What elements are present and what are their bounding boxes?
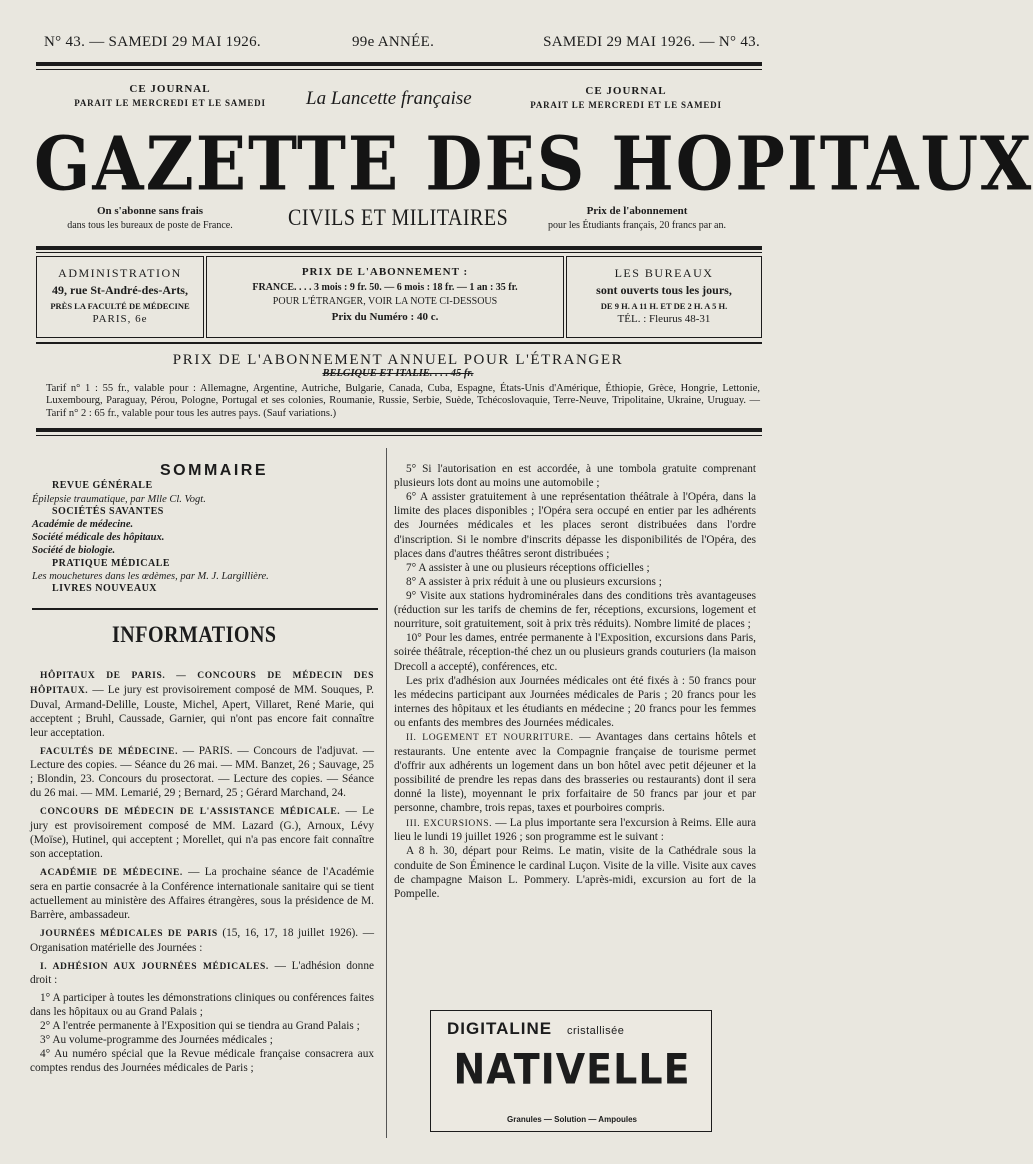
issue-date-right: SAMEDI 29 MAI 1926. — N° 43. — [543, 34, 760, 50]
issue-year: 99e ANNÉE. — [352, 34, 435, 50]
sommaire-item: Les mouchetures dans les œdèmes, par M. J. Largillière. — [32, 571, 269, 582]
top-rule-thin — [36, 69, 762, 70]
tarif-text: Tarif n° 1 : 55 fr., valable pour : Allemagne, Argentine, Autriche, Bulgarie, Canada, Cuba, Espagne, États-Unis d'Amérique, Éthiopie, Grèce, Hongrie, Lettonie, Luxembourg, Paraguay, Pérou, Pologne, Portugal et ses colonies, Roumanie, Russie, Serbie, Suède, Tchécoslovaquie, Terre-Neuve, Tripolitaine, Ukraine, Uruguay. — Tarif n° 2 : 65 fr., valable pour tous les autres pays. (Sauf variations.) — [46, 383, 760, 419]
info-paragraph: Les prix d'adhésion aux Journées médicales ont été fixés à : 50 francs pour les médecins participant aux Journées médicales de Paris ; 20 francs pour les internes des hôpitaux et les étudiants en médecine ; 20 francs pour les femmes ou enfants des membres des Journées médicales. — [394, 674, 756, 729]
info-paragraph: 1° A participer à toutes les démonstrations cliniques ou conférences faites dans les hôpitaux ou au Grand Palais ; — [30, 992, 374, 1019]
sommaire-section: PRATIQUE MÉDICALE — [52, 557, 171, 569]
info-paragraph: FACULTÉS DE MÉDECINE. — PARIS. — Concours de l'adjuvat. — Lecture des copies. — Séance du 26 mai. — MM. Banzet, 26 ; Sauvage, 25 ; Blondin, 23. Concours du prosectorat. — Lecture des copies. — Séance du 26 mai. — MM. Lemarié, 29 ; Bernard, 25 ; Gérard Marchand, 24. — [30, 744, 374, 800]
sommaire-item: Société de biologie. — [32, 545, 116, 557]
masthead-left-note: CE JOURNAL PARAIT LE MERCREDI ET LE SAMEDI — [74, 83, 266, 108]
info-paragraph: 9° Visite aux stations hydrominérales dans des conditions très avantageuses (réduction sur les tarifs de chemins de fer, réceptions, excursions, logement et nourriture, soit gratuitement, soit à prix très réduits). Nombre limité de places ; — [394, 589, 756, 631]
sommaire-section: SOCIÉTÉS SAVANTES — [52, 505, 164, 517]
bureaux-box: LES BUREAUX sont ouverts tous les jours, DE 9 H. A 11 H. ET DE 2 H. A 5 H. TÉL. : Fleurus 48-31 — [566, 256, 762, 338]
masthead-title: GAZETTE DES HOPITAUX — [34, 120, 1033, 208]
masthead-right-note: CE JOURNAL PARAIT LE MERCREDI ET LE SAMEDI — [530, 85, 722, 110]
info-paragraph: 5° Si l'autorisation en est accordée, à une tombola gratuite comprenant plusieurs lots dont au moins une automobile ; — [394, 463, 756, 490]
sommaire-section: LIVRES NOUVEAUX — [52, 583, 158, 595]
ad-name: NATIVELLE — [453, 1044, 691, 1094]
sommaire-title: SOMMAIRE — [160, 462, 268, 479]
sommaire-item: Épilepsie traumatique, par Mlle Cl. Vogt. — [32, 493, 206, 505]
info-paragraph: HÔPITAUX DE PARIS. — CONCOURS DE MÉDECIN DES HÔPITAUX. — Le jury est provisoirement composé de MM. Souques, P. Duval, Armand-Delille, Louste, Michel, Apert, Villaret, René Marie, qui acceptent ; Bruhl, Caussade, Garnier, qui n'ont pas encore fait connaître leur acceptation. — [30, 671, 375, 739]
etranger-title: PRIX DE L'ABONNEMENT ANNUEL POUR L'ÉTRANGER — [172, 352, 624, 368]
sommaire-rule — [32, 608, 378, 610]
column-divider — [386, 448, 387, 1138]
box-rule — [36, 342, 762, 344]
info-paragraph: III. EXCURSIONS. — La plus importante sera l'excursion à Reims. Elle aura lieu le lundi 19 juillet 1926 ; son programme est le suivant : — [394, 816, 756, 844]
info-paragraph: 8° A assister à prix réduit à une ou plusieurs excursions ; — [406, 575, 662, 588]
informations-column — [30, 668, 374, 1075]
administration-box: ADMINISTRATION 49, rue St-André-des-Arts, PRÈS LA FACULTÉ DE MÉDECINE PARIS, 6e — [36, 256, 204, 338]
info-paragraph: 4° Au numéro spécial que la Revue médicale française consacrera aux comptes rendus des Journées médicales de Paris ; — [30, 1048, 374, 1075]
info-paragraph: A 8 h. 30, départ pour Reims. Le matin, visite de la Cathédrale sous la conduite de Son Éminence le cardinal Luçon. Visite de la ville. Visite aux caves de champagne Maison L. Pommery. L'après-midi, excursion au fort de la Pompelle. — [394, 845, 756, 900]
info-paragraph: JOURNÉES MÉDICALES DE PARIS (15, 16, 17, 18 juillet 1926). — Organisation matérielle des Journées : — [30, 926, 374, 954]
ad-brand: DIGITALINE — [447, 1019, 553, 1038]
info-paragraph: CONCOURS DE MÉDECIN DE L'ASSISTANCE MÉDICALE. — Le jury est provisoirement composé de MM. Lazard (G.), Arnoux, Lévy (Moïse), Hutinel, qui acceptent ; Morellet, qui n'a pas encore fait connaître son acceptation. — [30, 805, 374, 861]
masthead-subtitle: CIVILS ET MILITAIRES — [288, 205, 509, 231]
prix-abonnement-box: PRIX DE L'ABONNEMENT : FRANCE. . . . 3 mois : 9 fr. 50. — 6 mois : 18 fr. — 1 an : 35 fr. POUR L'ÉTRANGER, VOIR LA NOTE CI-DESSOUS Prix du Numéro : 40 c. — [206, 256, 564, 338]
sommaire-section: REVUE GÉNÉRALE — [52, 480, 153, 491]
issue-number-date-left: N° 43. — SAMEDI 29 MAI 1926. — [44, 34, 261, 50]
lancette-subtitle: La Lancette française — [306, 88, 472, 109]
info-paragraph: 6° A assister gratuitement à une représentation théâtrale à l'Opéra, dans la limite des places disponibles ; l'Opéra sera occupé en entier par les adhérents des Journées médicales et les places seront distribuées dans l'ordre d'inscription. Si le nombre d'inscrits dépasse les disponibilités de l'Opéra, des places dans d'autres théâtres seront distribuées ; — [394, 491, 756, 560]
info-paragraph: I. ADHÉSION AUX JOURNÉES MÉDICALES. — L'adhésion donne droit : — [30, 959, 374, 987]
info-paragraph: ACADÉMIE DE MÉDECINE. — La prochaine séance de l'Académie sera en partie consacrée à la Conférence internationale sanitaire qui se tient actuellement au ministère des Affaires étrangères, sous la présidence de M. Barrère, ambassadeur. — [30, 866, 374, 921]
belgique-price: BELGIQUE ET ITALIE. . . . 45 fr. — [322, 368, 474, 379]
top-rule — [36, 62, 762, 66]
info-paragraph: 2° A l'entrée permanente à l'Exposition qui se tiendra au Grand Palais ; — [40, 1020, 360, 1033]
right-column — [394, 462, 756, 901]
sommaire — [32, 462, 372, 596]
digitaline-advertisement — [430, 1010, 712, 1132]
masthead-rule — [36, 246, 762, 250]
ad-forms: Granules — Solution — Ampoules — [507, 1115, 637, 1124]
abonnement-note-right: Prix de l'abonnement pour les Étudiants français, 20 francs par an. — [548, 205, 726, 232]
section-rule — [36, 428, 762, 432]
info-paragraph: 10° Pour les dames, entrée permanente à l'Exposition, excursions dans Paris, soirée théâtrale, réception-thé chez un ou plusieurs grands couturiers (la maison Drecoll a accepté), conférences, etc. — [394, 632, 756, 673]
info-paragraph: 3° Au volume-programme des Journées médicales ; — [40, 1034, 273, 1047]
info-paragraph: 7° A assister à une ou plusieurs réceptions officielles ; — [406, 561, 650, 574]
section-rule-thin — [36, 435, 762, 436]
informations-title: INFORMATIONS — [112, 622, 277, 648]
masthead-rule-thin — [36, 252, 762, 253]
sommaire-item: Académie de médecine. — [32, 519, 134, 531]
info-paragraph: II. LOGEMENT ET NOURRITURE. — Avantages dans certains hôtels et restaurants. Une entente avec la Compagnie française de tourisme permet d'offrir aux adhérents un logement dans un bon hôtel avec petit déjeuner et la possibilité de prendre les repas dans des brasseries ou restaurants) dont il sera donné la liste), moyennant le prix forfaitaire de 50 francs par jour et par personne, chambre, trois repas, taxes et pourboires compris. — [394, 731, 756, 815]
abonnement-note-left: On s'abonne sans frais dans tous les bureaux de poste de France. — [67, 205, 233, 232]
ad-cristal: cristallisée — [567, 1025, 625, 1037]
sommaire-item: Société médicale des hôpitaux. — [32, 532, 165, 544]
issue-header — [44, 34, 760, 54]
